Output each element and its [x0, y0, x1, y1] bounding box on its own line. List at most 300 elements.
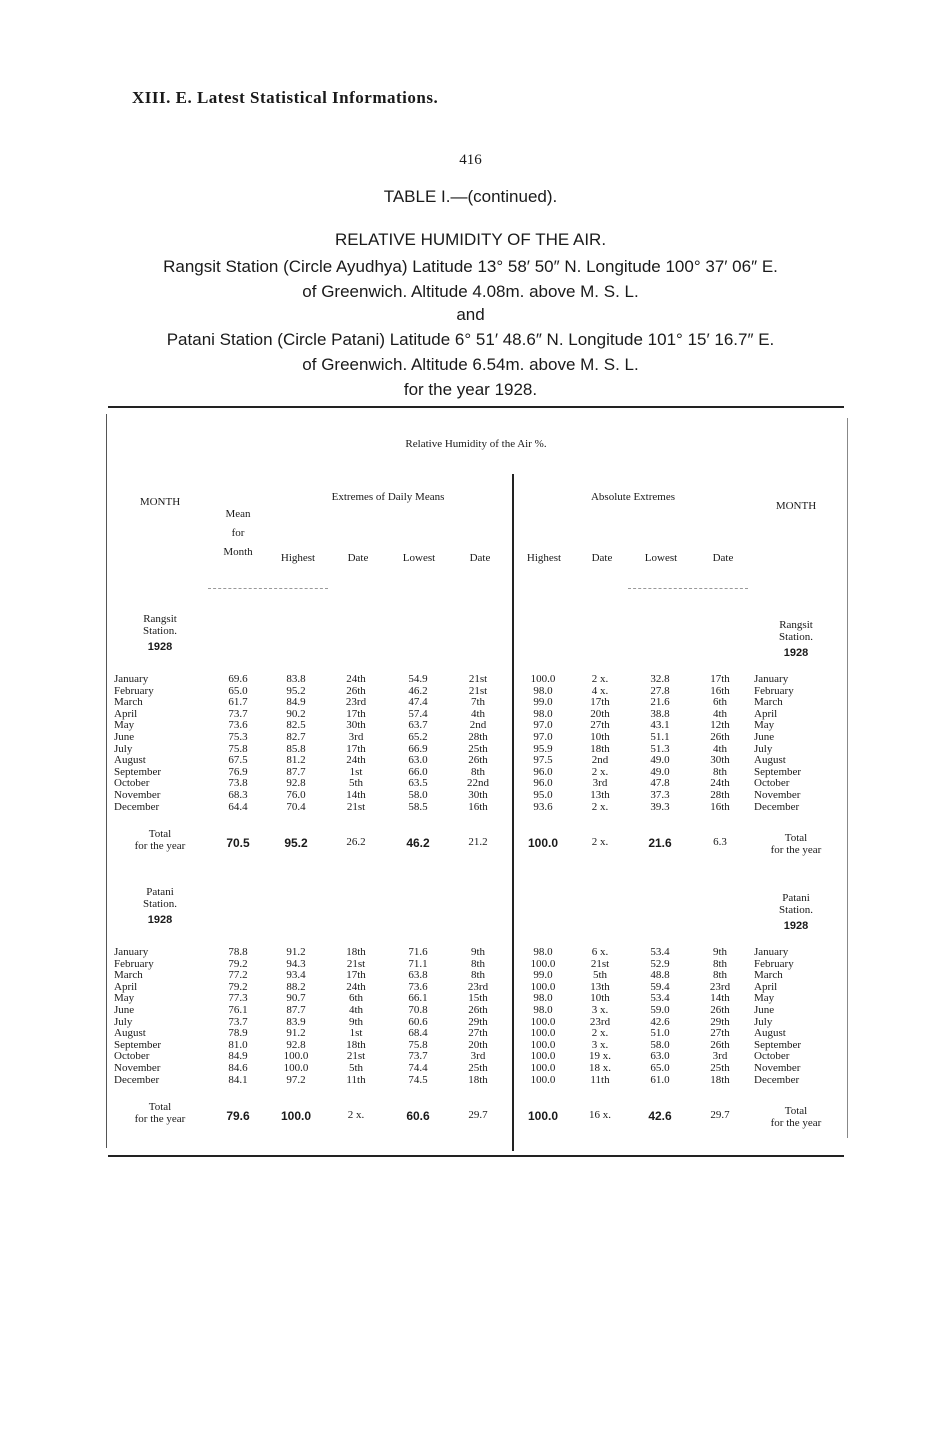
table-cell-month-left: February — [114, 684, 154, 697]
table-label: TABLE I.—(continued). — [383, 187, 558, 206]
table-cell-daily-lowest-date: 4th — [470, 707, 486, 720]
table-cell-month-left: November — [114, 1062, 161, 1074]
table-cell-daily-lowest: 65.2 — [408, 731, 428, 743]
table-cell-abs-highest-date: 3rd — [592, 777, 608, 790]
table-cell-mean: 68.3 — [228, 789, 248, 801]
month-header-right: MONTH — [775, 500, 817, 512]
total-cell-abs-highest-date: 16 x. — [589, 1109, 611, 1122]
total-label-right: for the year — [770, 1117, 822, 1130]
mean-header-3: Month — [223, 546, 253, 558]
table-cell-abs-lowest: 21.6 — [650, 696, 670, 709]
table-cell-month-right: September — [754, 1038, 802, 1051]
table-cell-abs-lowest-date: 16th — [710, 684, 730, 697]
table-cell-month-left: January — [114, 673, 149, 685]
table-cell-daily-highest-date: 17th — [346, 707, 366, 720]
abs-lowest-date-header: Date — [712, 552, 734, 564]
table-cell-abs-lowest: 43.1 — [650, 719, 670, 732]
table-cell-daily-lowest-date: 21st — [468, 684, 488, 697]
table-cell-abs-lowest: 27.8 — [650, 684, 670, 697]
table-cell-month-right: October — [754, 777, 790, 790]
table-cell-month-right: March — [754, 696, 783, 709]
section-title: XIII. E. Latest Statistical Informations. — [132, 88, 439, 107]
table-cell-daily-lowest-date: 23rd — [467, 980, 489, 993]
table-cell-daily-highest-date: 6th — [348, 992, 364, 1005]
table-cell-month-left: May — [114, 992, 135, 1005]
table-cell-daily-lowest: 71.6 — [408, 946, 428, 958]
table-cell-daily-lowest: 66.9 — [408, 742, 428, 755]
table-cell-daily-lowest-date: 8th — [470, 957, 486, 970]
table-cell-daily-lowest: 73.7 — [408, 1050, 428, 1063]
table-cell-mean: 78.9 — [228, 1027, 248, 1040]
table-cell-abs-highest-date: 2 x. — [591, 800, 609, 813]
table-cell-daily-lowest: 63.7 — [408, 719, 428, 732]
total-cell-daily-highest: 95.2 — [284, 836, 308, 851]
table-cell-abs-highest-date: 2nd — [591, 754, 609, 767]
total-cell-mean: 70.5 — [226, 836, 250, 851]
table-cell-daily-highest-date: 21st — [346, 1050, 366, 1063]
table-cell-abs-lowest: 48.8 — [650, 969, 670, 982]
table-cell-daily-highest-date: 1st — [349, 1027, 363, 1040]
table-cell-abs-highest: 100.0 — [530, 957, 556, 970]
table-cell-abs-lowest: 65.0 — [650, 1062, 670, 1074]
table-cell-daily-lowest: 54.9 — [408, 673, 428, 685]
table-cell-daily-highest: 91.2 — [286, 946, 306, 958]
table-cell-abs-lowest-date: 27th — [710, 1027, 730, 1040]
table-cell-daily-lowest: 57.4 — [408, 707, 428, 720]
table-cell-daily-lowest: 71.1 — [408, 957, 428, 970]
table-cell-mean: 65.0 — [228, 684, 248, 697]
table-cell-month-right: August — [754, 1027, 786, 1040]
table-cell-abs-highest: 96.0 — [533, 777, 553, 790]
table-cell-daily-highest-date: 18th — [346, 1038, 366, 1051]
table-cell-abs-lowest: 52.9 — [650, 957, 670, 970]
table-cell-daily-highest-date: 21st — [346, 800, 366, 813]
total-cell-abs-lowest-date: 6.3 — [713, 836, 727, 849]
table-cell-daily-highest-date: 3rd — [348, 731, 364, 743]
month-header-left: MONTH — [139, 496, 181, 508]
table-cell-daily-lowest: 63.8 — [408, 969, 428, 982]
table-cell-daily-highest: 100.0 — [283, 1062, 309, 1074]
and-line: and — [456, 305, 485, 324]
table-cell-abs-lowest-date: 8th — [712, 969, 728, 982]
table-cell-abs-lowest: 59.4 — [650, 980, 670, 993]
table-cell-abs-lowest: 58.0 — [650, 1038, 670, 1051]
table-cell-month-right: May — [754, 992, 775, 1005]
table-cell-mean: 75.3 — [228, 731, 248, 743]
table-cell-daily-highest: 97.2 — [286, 1073, 306, 1086]
table-cell-abs-highest-date: 23rd — [589, 1015, 611, 1028]
table-cell-abs-highest: 100.0 — [530, 1050, 556, 1063]
table-cell-abs-highest: 100.0 — [530, 1027, 556, 1040]
table-cell-daily-highest: 82.5 — [286, 719, 306, 732]
table-cell-abs-lowest-date: 28th — [710, 789, 730, 801]
total-label-left: Total — [148, 828, 172, 841]
table-cell-month-left: September — [114, 1038, 162, 1051]
total-label-right: Total — [784, 1105, 808, 1118]
station-year-right: 1928 — [783, 920, 809, 932]
table-cell-daily-lowest: 58.0 — [408, 789, 428, 801]
table-cell-daily-highest: 83.9 — [286, 1015, 306, 1028]
table-cell-mean: 79.2 — [228, 980, 248, 993]
table-cell-daily-highest: 85.8 — [286, 742, 306, 755]
table-cell-abs-highest-date: 10th — [590, 731, 610, 743]
table-cell-abs-lowest-date: 14th — [710, 992, 730, 1005]
table-cell-abs-lowest: 53.4 — [650, 946, 670, 958]
table-cell-abs-highest: 97.0 — [533, 719, 553, 732]
table-cell-month-left: May — [114, 719, 135, 732]
table-cell-abs-highest-date: 3 x. — [591, 1038, 609, 1051]
table-cell-daily-lowest-date: 22nd — [467, 777, 489, 790]
total-cell-abs-highest: 100.0 — [527, 836, 559, 851]
table-cell-daily-lowest: 60.6 — [408, 1015, 428, 1028]
table-cell-month-right: April — [754, 980, 778, 993]
table-cell-daily-highest: 82.7 — [286, 731, 306, 743]
table-cell-abs-lowest-date: 18th — [710, 1073, 730, 1086]
table-cell-abs-lowest: 38.8 — [650, 707, 670, 720]
table-cell-daily-highest: 100.0 — [283, 1050, 309, 1063]
table-cell-mean: 76.9 — [228, 765, 248, 778]
total-cell-daily-lowest: 60.6 — [406, 1109, 430, 1124]
table-cell-daily-highest: 84.9 — [286, 696, 306, 709]
table-cell-daily-lowest-date: 29th — [468, 1015, 488, 1028]
table-cell-daily-lowest-date: 26th — [468, 754, 488, 767]
table-cell-abs-highest: 100.0 — [530, 1038, 556, 1051]
station-name-left: Rangsit — [143, 613, 177, 625]
table-cell-daily-highest: 93.4 — [286, 969, 306, 982]
table-cell-daily-lowest: 74.5 — [408, 1073, 428, 1086]
table-cell-daily-highest: 88.2 — [286, 980, 306, 993]
table-cell-daily-lowest-date: 3rd — [470, 1050, 486, 1063]
table-cell-abs-highest-date: 18 x. — [589, 1062, 611, 1074]
table-cell-abs-highest: 100.0 — [530, 1015, 556, 1028]
table-cell-abs-highest-date: 27th — [590, 719, 610, 732]
table-cell-month-left: June — [114, 731, 135, 743]
table-cell-abs-highest-date: 17th — [590, 696, 610, 709]
table-cell-abs-lowest-date: 9th — [712, 946, 728, 958]
table-cell-month-right: July — [754, 1015, 773, 1028]
table-cell-daily-lowest-date: 21st — [468, 673, 488, 685]
total-cell-daily-lowest-date: 29.7 — [468, 1109, 488, 1122]
table-cell-daily-highest: 91.2 — [286, 1027, 306, 1040]
table-cell-mean: 77.3 — [228, 992, 248, 1005]
station-name-right: Station. — [779, 631, 813, 643]
table-cell-abs-lowest: 63.0 — [650, 1050, 670, 1063]
table-cell-mean: 78.8 — [228, 946, 248, 958]
table-cell-daily-lowest: 66.1 — [408, 992, 428, 1005]
table-cell-abs-highest-date: 10th — [590, 992, 610, 1005]
table-cell-month-right: November — [754, 789, 801, 801]
table-cell-daily-highest-date: 18th — [346, 946, 366, 958]
station-name-left: Patani — [146, 886, 174, 898]
table-cell-abs-lowest: 61.0 — [650, 1073, 670, 1086]
table-cell-mean: 84.9 — [228, 1050, 248, 1063]
patani-location-line: Patani Station (Circle Patani) Latitude 6° 51′ 48.6″ N. Longitude 101° 15′ 16.7″ E. — [166, 330, 775, 349]
year-line: for the year 1928. — [403, 380, 538, 399]
table-cell-month-right: March — [754, 969, 783, 982]
table-cell-daily-highest-date: 26th — [346, 684, 366, 697]
table-cell-daily-lowest-date: 27th — [468, 1027, 488, 1040]
table-cell-abs-lowest-date: 30th — [710, 754, 730, 767]
abs-lowest-header: Lowest — [644, 552, 678, 564]
table-cell-daily-lowest: 75.8 — [408, 1038, 428, 1051]
table-cell-daily-highest: 92.8 — [286, 777, 306, 790]
table-cell-abs-lowest: 59.0 — [650, 1004, 670, 1016]
abs-highest-date-header: Date — [591, 552, 613, 564]
table-cell-daily-highest: 70.4 — [286, 800, 306, 813]
mean-header-2: for — [231, 527, 245, 539]
table-cell-daily-lowest: 63.5 — [408, 777, 428, 790]
station-name-right: Patani — [782, 892, 810, 904]
table-cell-abs-lowest-date: 23rd — [709, 980, 731, 993]
table-cell-abs-highest-date: 13th — [590, 980, 610, 993]
table-cell-month-left: February — [114, 957, 154, 970]
table-cell-daily-highest-date: 9th — [348, 1015, 364, 1028]
table-cell-daily-lowest-date: 25th — [468, 1062, 488, 1074]
table-cell-month-left: December — [114, 800, 160, 813]
daily-highest-date-header: Date — [347, 552, 369, 564]
table-cell-abs-lowest: 47.8 — [650, 777, 670, 790]
table-cell-abs-lowest-date: 26th — [710, 731, 730, 743]
table-cell-daily-highest: 92.8 — [286, 1038, 306, 1051]
table-cell-mean: 81.0 — [228, 1038, 248, 1051]
table-cell-abs-lowest-date: 8th — [712, 957, 728, 970]
table-cell-abs-lowest-date: 16th — [710, 800, 730, 813]
table-title: RELATIVE HUMIDITY OF THE AIR. — [334, 230, 607, 249]
header-rule — [208, 588, 328, 589]
table-cell-daily-lowest-date: 8th — [470, 969, 486, 982]
table-cell-abs-lowest-date: 4th — [712, 707, 728, 720]
table-cell-month-left: August — [114, 1027, 146, 1040]
table-cell-daily-highest: 94.3 — [286, 957, 306, 970]
table-cell-daily-highest: 83.8 — [286, 673, 306, 685]
table-cell-month-right: April — [754, 707, 778, 720]
table-cell-daily-lowest-date: 28th — [468, 731, 488, 743]
table-cell-daily-lowest: 63.0 — [408, 754, 428, 767]
table-cell-abs-highest: 99.0 — [533, 696, 553, 709]
table-cell-abs-lowest: 39.3 — [650, 800, 670, 813]
table-cell-daily-highest-date: 5th — [348, 1062, 364, 1074]
table-cell-month-right: December — [754, 1073, 800, 1086]
table-left-rule — [106, 414, 107, 1148]
table-cell-abs-highest: 97.0 — [533, 731, 553, 743]
table-cell-daily-lowest-date: 9th — [470, 946, 486, 958]
station-year-right: 1928 — [783, 647, 809, 659]
total-cell-mean: 79.6 — [226, 1109, 250, 1124]
abs-highest-header: Highest — [526, 552, 562, 564]
table-cell-abs-lowest: 37.3 — [650, 789, 670, 801]
table-cell-abs-lowest: 51.1 — [650, 731, 670, 743]
table-cell-month-right: August — [754, 754, 786, 767]
table-cell-abs-highest-date: 20th — [590, 707, 610, 720]
table-cell-abs-highest-date: 11th — [590, 1073, 610, 1086]
table-right-rule — [847, 418, 848, 1138]
table-cell-mean: 79.2 — [228, 957, 248, 970]
table-cell-daily-lowest-date: 16th — [468, 800, 488, 813]
station-name-left: Station. — [143, 898, 177, 910]
table-cell-abs-highest: 95.9 — [533, 742, 553, 755]
total-label-left: for the year — [134, 1113, 186, 1126]
table-cell-abs-lowest-date: 3rd — [712, 1050, 728, 1063]
table-cell-daily-highest: 90.2 — [286, 707, 306, 720]
table-cell-month-left: March — [114, 696, 143, 709]
table-cell-mean: 69.6 — [228, 673, 248, 685]
table-cell-daily-highest: 95.2 — [286, 684, 306, 697]
table-cell-daily-lowest-date: 15th — [468, 992, 488, 1005]
table-cell-daily-lowest: 47.4 — [408, 696, 428, 709]
daily-lowest-date-header: Date — [469, 552, 491, 564]
table-cell-abs-lowest-date: 17th — [710, 673, 730, 685]
table-cell-abs-highest: 100.0 — [530, 1073, 556, 1086]
total-label-right: for the year — [770, 844, 822, 857]
table-cell-abs-highest-date: 2 x. — [591, 765, 609, 778]
table-cell-daily-lowest-date: 30th — [468, 789, 488, 801]
total-label-left: for the year — [134, 840, 186, 853]
total-cell-abs-lowest-date: 29.7 — [710, 1109, 730, 1122]
daily-lowest-header: Lowest — [402, 552, 436, 564]
table-cell-abs-highest: 98.0 — [533, 707, 553, 720]
table-cell-mean: 75.8 — [228, 742, 248, 755]
table-cell-abs-highest-date: 2 x. — [591, 673, 609, 685]
table-cell-daily-highest-date: 24th — [346, 754, 366, 767]
humidity-table — [108, 406, 844, 1157]
table-cell-abs-highest: 96.0 — [533, 765, 553, 778]
patani-altitude-line: of Greenwich. Altitude 6.54m. above M. S. L. — [302, 355, 639, 374]
table-cell-month-left: September — [114, 765, 162, 778]
station-year-left: 1928 — [147, 914, 173, 926]
table-cell-daily-highest: 87.7 — [286, 1004, 306, 1016]
table-cell-daily-lowest-date: 20th — [468, 1038, 488, 1051]
table-cell-abs-highest-date: 6 x. — [591, 946, 609, 958]
table-cell-daily-highest-date: 14th — [346, 789, 366, 801]
table-cell-abs-highest: 99.0 — [533, 969, 553, 982]
table-cell-month-right: May — [754, 719, 775, 732]
table-cell-daily-lowest: 74.4 — [408, 1062, 428, 1074]
table-cell-abs-highest: 98.0 — [533, 684, 553, 697]
table-cell-daily-lowest-date: 18th — [468, 1073, 488, 1086]
table-cell-mean: 73.8 — [228, 777, 248, 790]
table-cell-daily-lowest-date: 2nd — [469, 719, 487, 732]
table-cell-daily-highest-date: 4th — [348, 1004, 364, 1016]
table-cell-abs-lowest-date: 29th — [710, 1015, 730, 1028]
total-cell-abs-lowest: 42.6 — [648, 1109, 672, 1124]
table-cell-daily-lowest-date: 26th — [468, 1004, 488, 1016]
table-cell-mean: 84.6 — [228, 1062, 248, 1074]
total-cell-daily-lowest-date: 21.2 — [468, 836, 488, 849]
table-cell-abs-highest-date: 2 x. — [591, 1027, 609, 1040]
table-cell-month-right: February — [754, 684, 794, 697]
table-cell-month-left: April — [114, 707, 138, 720]
table-cell-abs-highest-date: 3 x. — [591, 1004, 609, 1016]
table-cell-daily-lowest: 70.8 — [408, 1004, 428, 1016]
header-rule-right — [628, 588, 748, 589]
table-cell-abs-lowest: 51.3 — [650, 742, 670, 755]
table-cell-daily-highest: 87.7 — [286, 765, 306, 778]
table-cell-mean: 61.7 — [228, 696, 248, 709]
total-cell-daily-highest-date: 26.2 — [346, 836, 366, 849]
table-cell-abs-lowest-date: 8th — [712, 765, 728, 778]
table-cell-abs-highest: 97.5 — [533, 754, 553, 767]
table-cell-abs-lowest-date: 24th — [710, 777, 730, 790]
rangsit-location-line: Rangsit Station (Circle Ayudhya) Latitude 13° 58′ 50″ N. Longitude 100° 37′ 06″ E. — [163, 257, 778, 276]
table-cell-abs-highest-date: 19 x. — [589, 1050, 611, 1063]
table-cell-daily-highest-date: 5th — [348, 777, 364, 790]
table-cell-abs-lowest: 49.0 — [650, 765, 670, 778]
table-cell-month-left: November — [114, 789, 161, 801]
table-cell-abs-lowest-date: 6th — [712, 696, 728, 709]
table-cell-abs-highest: 100.0 — [530, 673, 556, 685]
table-cell-month-left: December — [114, 1073, 160, 1086]
table-cell-daily-highest-date: 17th — [346, 969, 366, 982]
table-cell-abs-lowest-date: 12th — [710, 719, 730, 732]
total-cell-daily-lowest: 46.2 — [406, 836, 430, 851]
table-cell-mean: 77.2 — [228, 969, 248, 982]
table-cell-month-right: July — [754, 742, 773, 755]
table-cell-daily-lowest: 58.5 — [408, 800, 428, 813]
table-cell-month-right: November — [754, 1062, 801, 1074]
table-cell-daily-highest-date: 30th — [346, 719, 366, 732]
total-label-right: Total — [784, 832, 808, 845]
table-cell-month-left: January — [114, 946, 149, 958]
daily-extremes-header: Extremes of Daily Means — [331, 491, 445, 503]
rangsit-altitude-line: of Greenwich. Altitude 4.08m. above M. S. L. — [302, 282, 639, 301]
table-cell-mean: 64.4 — [228, 800, 248, 813]
total-cell-abs-highest-date: 2 x. — [591, 836, 609, 849]
table-cell-mean: 76.1 — [228, 1004, 248, 1016]
absolute-extremes-header: Absolute Extremes — [590, 491, 675, 503]
table-cell-month-left: October — [114, 777, 150, 790]
table-cell-daily-highest-date: 11th — [346, 1073, 366, 1086]
table-cell-month-right: February — [754, 957, 794, 970]
table-cell-daily-lowest: 66.0 — [408, 765, 428, 778]
table-cell-abs-highest: 93.6 — [533, 800, 553, 813]
mean-header-1: Mean — [225, 508, 251, 520]
table-cell-abs-highest-date: 21st — [590, 957, 610, 970]
table-cell-daily-highest-date: 24th — [346, 980, 366, 993]
table-cell-abs-lowest-date: 26th — [710, 1038, 730, 1051]
table-cell-abs-lowest: 53.4 — [650, 992, 670, 1005]
total-cell-daily-highest: 100.0 — [280, 1109, 312, 1124]
table-cell-daily-lowest: 46.2 — [408, 684, 428, 697]
table-cell-daily-lowest: 68.4 — [408, 1027, 428, 1040]
table-cell-month-left: June — [114, 1004, 135, 1016]
total-cell-abs-highest: 100.0 — [527, 1109, 559, 1124]
table-cell-month-right: June — [754, 731, 775, 743]
table-cell-mean: 73.6 — [228, 719, 248, 732]
table-cell-abs-lowest: 32.8 — [650, 673, 670, 685]
table-cell-month-left: August — [114, 754, 146, 767]
table-cell-abs-highest: 100.0 — [530, 980, 556, 993]
daily-highest-header: Highest — [280, 552, 316, 564]
table-cell-daily-lowest: 73.6 — [408, 980, 428, 993]
table-cell-month-right: October — [754, 1050, 790, 1063]
table-cell-month-left: July — [114, 1015, 133, 1028]
table-cell-month-left: April — [114, 980, 138, 993]
station-year-left: 1928 — [147, 641, 173, 653]
table-cell-abs-lowest-date: 26th — [710, 1004, 730, 1016]
table-cell-mean: 84.1 — [228, 1073, 248, 1086]
table-cell-abs-lowest-date: 4th — [712, 742, 728, 755]
table-cell-daily-highest-date: 21st — [346, 957, 366, 970]
table-cell-daily-highest: 90.7 — [286, 992, 306, 1005]
table-cell-daily-highest: 76.0 — [286, 789, 306, 801]
table-cell-abs-lowest: 51.0 — [650, 1027, 670, 1040]
table-cell-daily-highest-date: 1st — [349, 765, 363, 778]
table-cell-month-right: September — [754, 765, 802, 778]
table-cell-abs-highest: 98.0 — [533, 992, 553, 1005]
table-cell-abs-highest-date: 4 x. — [591, 684, 609, 697]
table-cell-abs-lowest: 42.6 — [650, 1015, 670, 1028]
table-cell-daily-lowest-date: 7th — [470, 696, 486, 709]
